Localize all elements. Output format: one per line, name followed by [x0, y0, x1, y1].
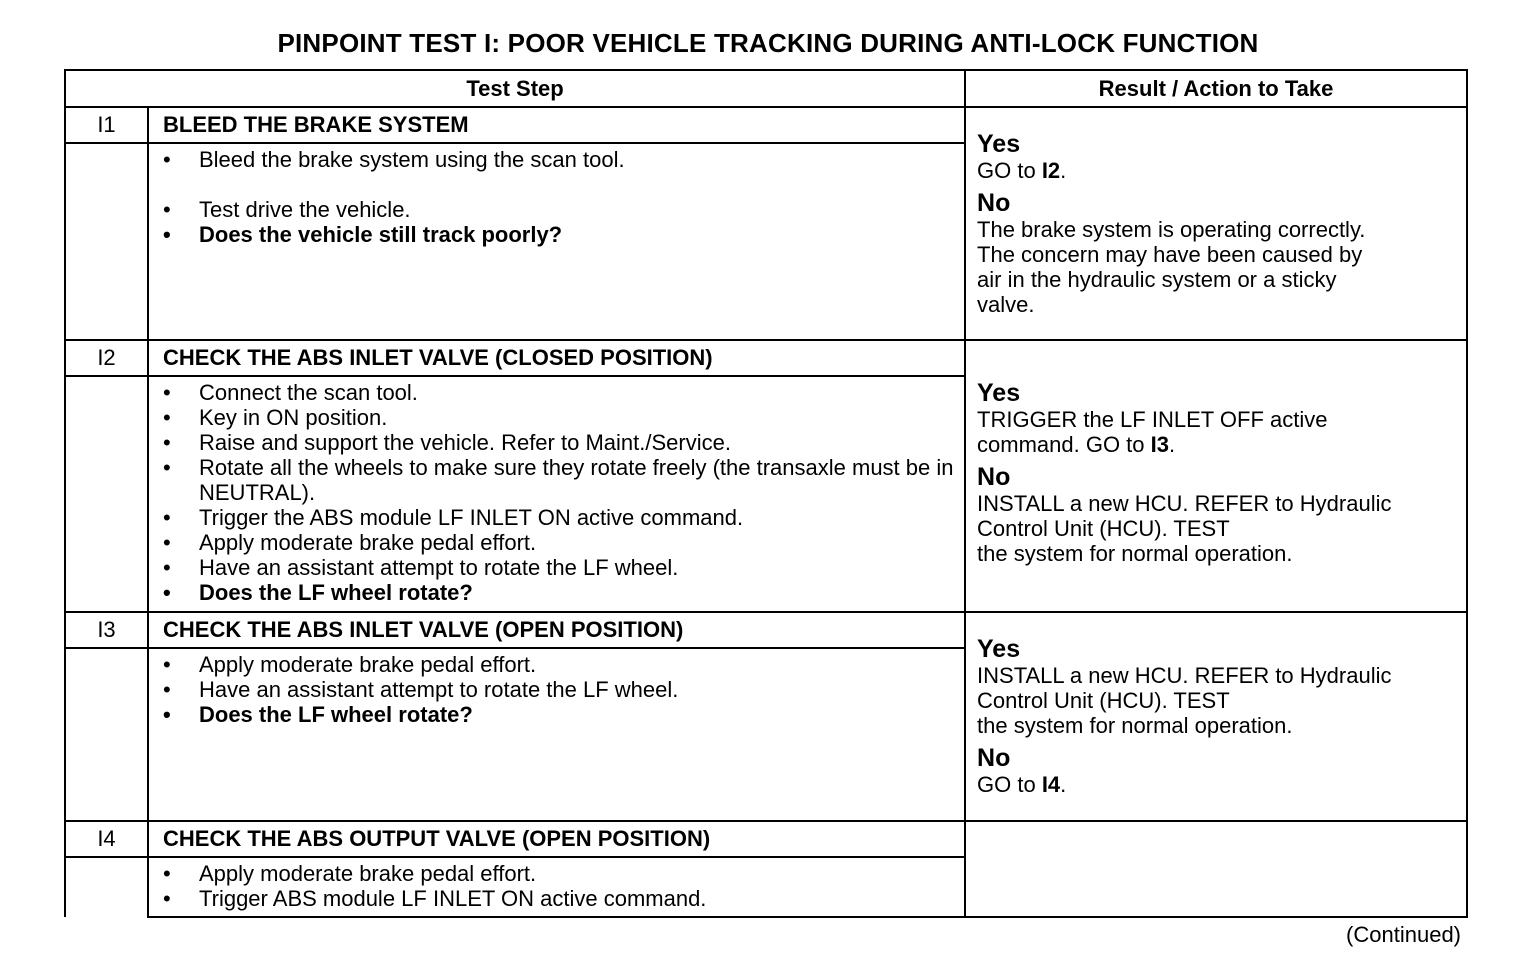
- step-result: [965, 821, 1467, 917]
- yes-action-line: the system for normal operation.: [977, 713, 1293, 739]
- bullet-question: • Does the vehicle still track poorly?: [163, 222, 563, 248]
- bullet-item: • Trigger ABS module LF INLET ON active command.: [163, 885, 707, 911]
- header-row: [65, 70, 1467, 107]
- yes-action-line: Control Unit (HCU). TEST: [977, 688, 1230, 714]
- continued-note: (Continued): [1346, 922, 1461, 947]
- bullet-item: • Apply moderate brake pedal effort.: [163, 860, 537, 886]
- no-action-line: INSTALL a new HCU. REFER to Hydraulic: [977, 490, 1392, 516]
- no-action: GO to I4.: [977, 772, 1067, 798]
- yes-action-line: INSTALL a new HCU. REFER to Hydraulic: [977, 663, 1392, 689]
- bullet-question: • Does the LF wheel rotate?: [163, 579, 473, 605]
- step-result: [965, 340, 1467, 613]
- yes-action: command. GO to I3.: [977, 431, 1176, 457]
- yes-label: Yes: [977, 378, 1021, 407]
- step-number: I4: [65, 821, 148, 857]
- yes-label: Yes: [977, 635, 1021, 664]
- step-instructions: [148, 376, 965, 613]
- bullet-item: • Rotate all the wheels to make sure they rotate freely (the transaxle must be in NEUTRAL).: [163, 454, 954, 505]
- bullet-item: • Key in ON position.: [163, 404, 388, 430]
- bullet-item: • Raise and support the vehicle. Refer to Maint./Service.: [163, 429, 731, 455]
- step-heading: CHECK THE ABS INLET VALVE (CLOSED POSITION): [148, 340, 965, 376]
- step-ref: I3: [1150, 431, 1169, 457]
- bullet-item: • Bleed the brake system using the scan tool.: [163, 147, 625, 173]
- bullet-item: • Trigger the ABS module LF INLET ON active command.: [163, 504, 744, 530]
- bullet-item: • Have an assistant attempt to rotate the LF wheel.: [163, 677, 679, 703]
- step-heading: CHECK THE ABS INLET VALVE (OPEN POSITION): [148, 612, 965, 648]
- step-instructions: [148, 857, 965, 917]
- bullet-item: • Apply moderate brake pedal effort.: [163, 652, 537, 678]
- no-label: No: [977, 744, 1011, 773]
- step-heading-row: [65, 107, 1467, 143]
- yes-action-line: TRIGGER the LF INLET OFF active: [977, 406, 1328, 432]
- step-number: I1: [65, 107, 148, 143]
- step-heading-row: [65, 340, 1467, 376]
- step-result: [965, 107, 1467, 340]
- bullet-item: • Test drive the vehicle.: [163, 197, 411, 223]
- no-action-line: Control Unit (HCU). TEST: [977, 515, 1230, 541]
- yes-action: GO to I2.: [977, 157, 1067, 183]
- step-heading: CHECK THE ABS OUTPUT VALVE (OPEN POSITION): [148, 821, 965, 857]
- column-header-test-step: Test Step: [65, 70, 965, 107]
- step-instructions: [148, 143, 965, 339]
- step-ref: I2: [1041, 157, 1061, 183]
- no-label: No: [977, 188, 1011, 217]
- no-action-line: The concern may have been caused by: [977, 241, 1363, 267]
- no-action-line: the system for normal operation.: [977, 540, 1293, 566]
- step-heading: BLEED THE BRAKE SYSTEM: [148, 107, 965, 143]
- bullet-item: • Connect the scan tool.: [163, 379, 418, 405]
- page-title: PINPOINT TEST I: POOR VEHICLE TRACKING DURING ANTI-LOCK FUNCTION: [277, 28, 1259, 58]
- no-action-line: The brake system is operating correctly.: [977, 216, 1366, 242]
- bullet-item: • Apply moderate brake pedal effort.: [163, 529, 537, 555]
- step-instructions: [148, 648, 965, 820]
- bullet-question: • Does the LF wheel rotate?: [163, 702, 473, 728]
- no-label: No: [977, 462, 1011, 491]
- yes-label: Yes: [977, 129, 1021, 158]
- step-ref: I4: [1041, 772, 1061, 798]
- step-result: [965, 612, 1467, 820]
- step-number: I3: [65, 612, 148, 648]
- no-action-line: air in the hydraulic system or a sticky: [977, 266, 1337, 292]
- column-header-result: Result / Action to Take: [965, 70, 1467, 107]
- bullet-item: • Have an assistant attempt to rotate the LF wheel.: [163, 554, 679, 580]
- step-heading-row: [65, 821, 1467, 857]
- pinpoint-test-table: [64, 69, 1468, 918]
- step-number: I2: [65, 340, 148, 376]
- no-action-line: valve.: [977, 291, 1035, 317]
- step-heading-row: [65, 612, 1467, 648]
